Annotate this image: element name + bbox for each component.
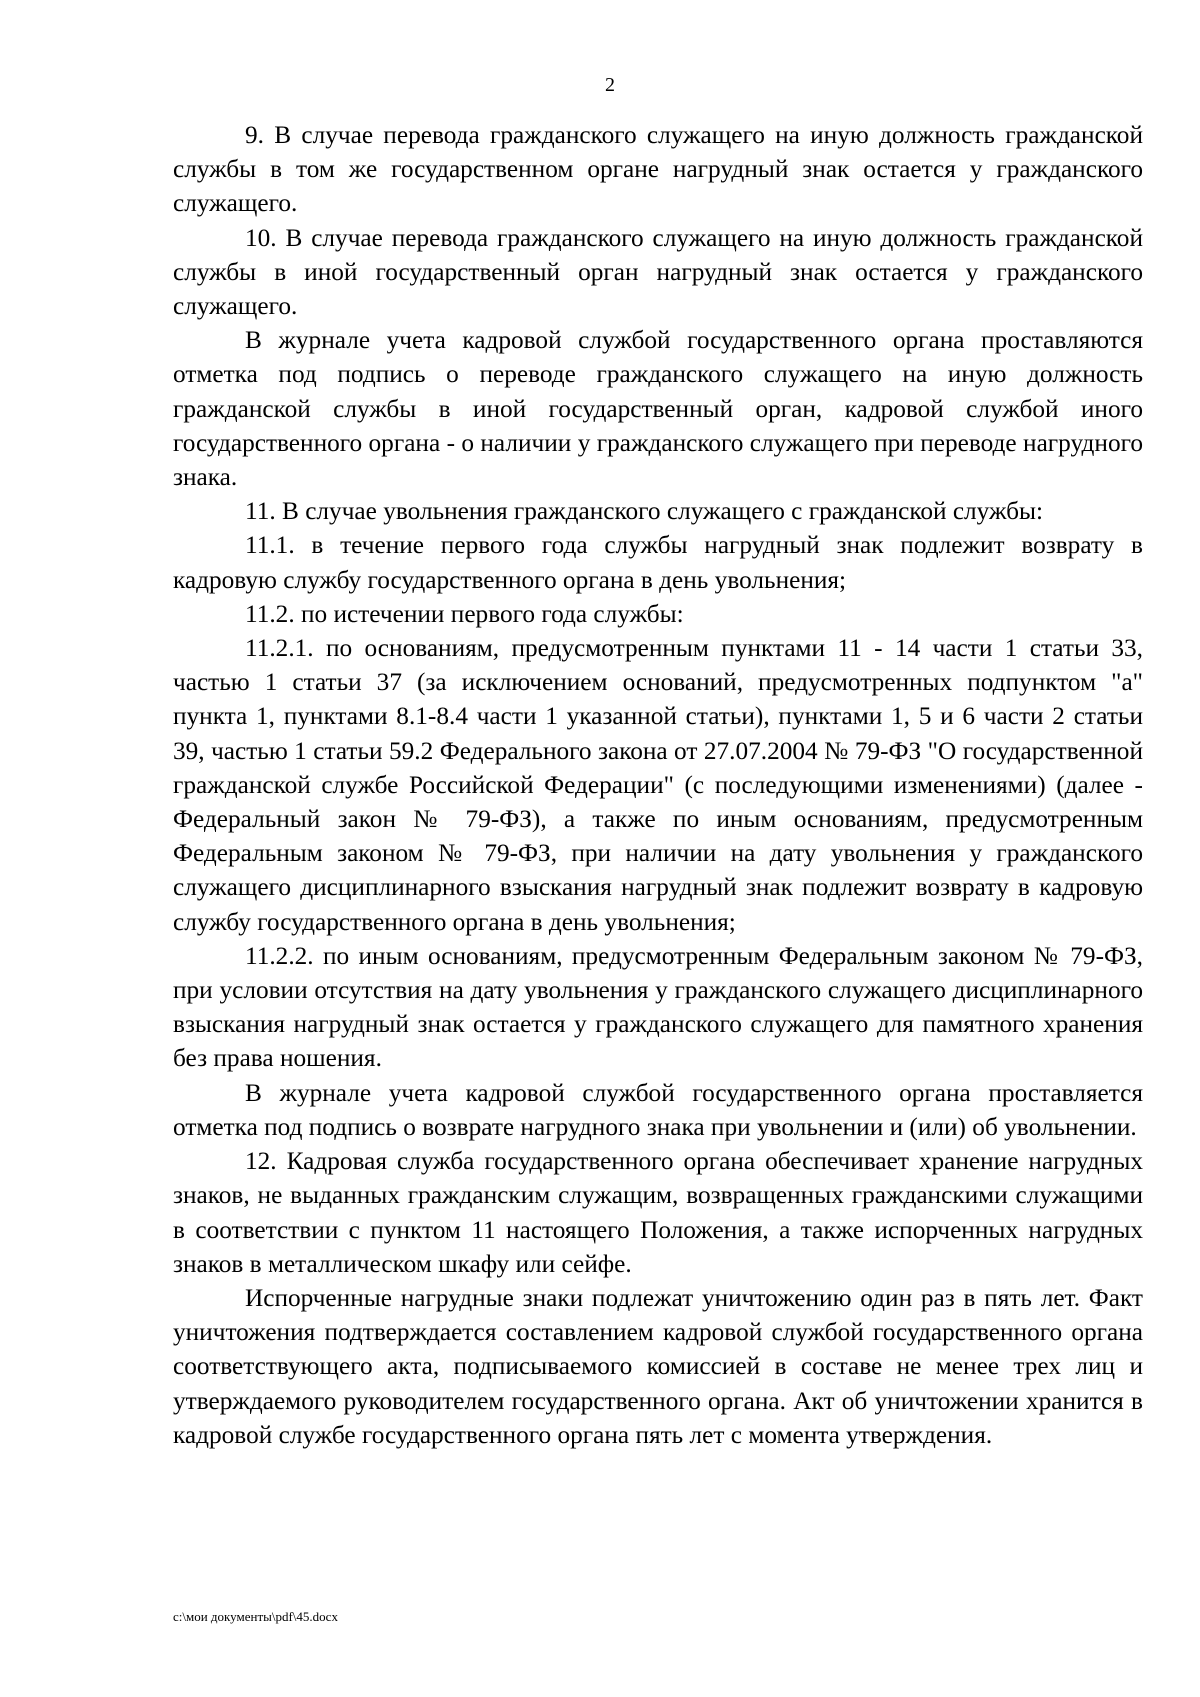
paragraph-11-2-1: 11.2.1. по основаниям, предусмотренным пунктами 11 - 14 части 1 статьи 33, частью 1 статьи 37 (за исключением оснований, предусмотренных подпунктом "а" пункта 1, пунктами 8.1-8.4 части 1 указанной статьи), пунктами 1, 5 и 6 части 2 статьи 39, частью 1 статьи 59.2 Федерального закона от 27.07.2004 № 79-ФЗ "О государственной гражданской службе Российской Федерации" (с последующими изменениями) (далее - Федеральный закон № 79-ФЗ), а также по иным основаниям, предусмотренным Федеральным законом № 79-ФЗ, при наличии на дату увольнения у гражданского служащего дисциплинарного взыскания нагрудный знак подлежит возврату в кадровую службу государственного органа в день увольнения; — [173, 634, 1143, 936]
paragraph-12-destruction: Испорченные нагрудные знаки подлежат уничтожению один раз в пять лет. Факт уничтожения подтверждается составлением кадровой службой государственного органа соответствующего акта, подписываемого комиссией в составе не менее трех лиц и утверждаемого руководителем государственного органа. Акт об уничтожении хранится в кадровой службе государственного органа пять лет с момента утверждения. — [173, 1283, 1143, 1449]
paragraph-11-2-2: 11.2.2. по иным основаниям, предусмотренным Федеральным законом № 79-ФЗ, при условии отсутствия на дату увольнения у гражданского служащего дисциплинарного взыскания нагрудный знак остается у гражданского служащего для памятного хранения без права ношения. — [173, 941, 1143, 1073]
paragraph-11-1: 11.1. в течение первого года службы нагрудный знак подлежит возврату в кадровую службу государственного органа в день увольнения; — [173, 531, 1143, 594]
paragraph-9: 9. В случае перевода гражданского служащего на иную должность гражданской службы в том же государственном органе нагрудный знак остается у гражданского служащего. — [173, 121, 1143, 218]
paragraph-11-2: 11.2. по истечении первого года службы: — [245, 599, 684, 628]
paragraph-10-journal: В журнале учета кадровой службой государственного органа проставляются отметка под подпись о переводе гражданского служащего на иную должность гражданской службы в иной государственный орган, кадровой службой иного государственного органа - о наличии у гражданского служащего при переводе нагрудного знака. — [173, 326, 1143, 492]
paragraph-10: 10. В случае перевода гражданского служащего на иную должность гражданской службы в иной государственный орган нагрудный знак остается у гражданского служащего. — [173, 223, 1143, 321]
paragraph-12: 12. Кадровая служба государственного органа обеспечивает хранение нагрудных знаков, не выданных гражданским служащим, возвращенных гражданскими служащими в соответствии с пунктом 11 настоящего Положения, а также испорченных нагрудных знаков в металлическом шкафу или сейфе. — [173, 1147, 1143, 1278]
footer-file-path: c:\мои документы\pdf\45.docx — [173, 1609, 338, 1624]
paragraph-11: 11. В случае увольнения гражданского служащего с гражданской службы: — [245, 497, 1044, 526]
paragraph-11-journal: В журнале учета кадровой службой государственного органа проставляется отметка под подпись о возврате нагрудного знака при увольнении и (или) об увольнении. — [173, 1078, 1143, 1141]
page-number: 2 — [605, 74, 615, 96]
document-body — [173, 118, 1143, 1452]
